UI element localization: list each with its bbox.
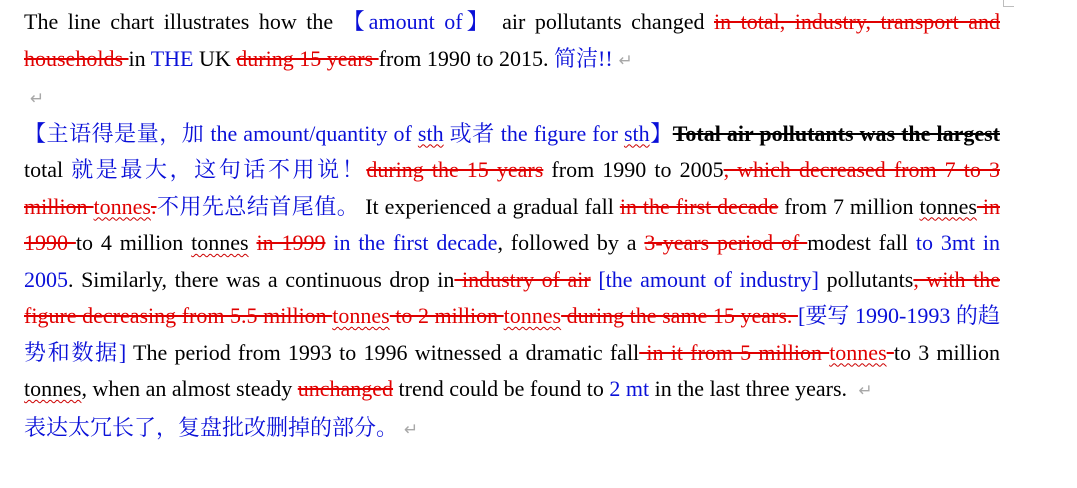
body-text: modest fall — [807, 230, 916, 255]
deleted-spellcheck-word: tonnes — [829, 339, 887, 365]
inserted-correction: 就是最大，这句话不用说！ — [71, 157, 367, 182]
paragraph-2[interactable] — [24, 116, 1000, 410]
paragraph-mark-icon: ↵ — [404, 419, 419, 440]
body-text: in the last three years. — [649, 376, 853, 401]
deleted-text: during 15 years — [236, 45, 379, 71]
body-text: UK — [193, 45, 237, 71]
body-text: total — [24, 157, 72, 182]
inserted-correction: 2 mt — [609, 376, 650, 401]
body-text: from 1990 to 2015. — [378, 45, 555, 71]
deleted-text: , which decreased from 7 to 3 million — [24, 157, 1000, 219]
inserted-correction: to 3mt in 2005 — [24, 230, 1001, 292]
inserted-correction: 或者 the figure for — [443, 120, 624, 146]
deleted-spellcheck-word: tonnes — [93, 193, 151, 219]
deleted-text: during the 15 years — [366, 157, 544, 182]
body-text: to 3 million — [893, 339, 1000, 365]
inserted-correction: 【amount of】 — [342, 9, 493, 34]
deleted-text: 3-years period of — [644, 230, 808, 255]
inserted-correction: 表达太冗长了，复盘批改删掉的部分。 — [24, 414, 399, 440]
spellcheck-word: tonnes — [24, 376, 82, 401]
deleted-text: to 2 million — [389, 303, 504, 328]
inserted-correction: 不用先总结首尾值。 — [156, 193, 360, 219]
deleted-text: in it from 5 million — [639, 339, 830, 365]
paragraph-mark-icon: ↵ — [618, 50, 633, 71]
paragraph-0[interactable] — [24, 4, 1000, 79]
deleted-text: in 1999 — [256, 230, 326, 255]
inserted-spellcheck-word: sth — [417, 120, 444, 146]
body-text: The period from 1993 to 1996 witnessed a dramatic fall — [126, 339, 640, 365]
deleted-text: . — [151, 193, 157, 219]
inserted-correction: [the amount of industry] — [598, 266, 819, 292]
inserted-spellcheck-word: sth — [623, 120, 650, 146]
document-body[interactable] — [24, 4, 1000, 448]
paragraph-1[interactable] — [24, 79, 1000, 116]
paragraph-mark-icon: ↵ — [858, 381, 873, 401]
deleted-text: in 1990 — [24, 193, 1000, 255]
deleted-text: unchanged — [297, 376, 394, 401]
body-text: trend could be found to — [393, 376, 610, 401]
body-text: air pollutants changed — [492, 9, 714, 34]
deleted-text: in total, industry, transport and households — [24, 9, 1000, 71]
body-text: , followed by a — [497, 230, 645, 255]
inserted-correction: in the first decade — [333, 230, 498, 255]
margin-corner-mark — [1003, 0, 1014, 7]
deleted-text — [887, 340, 894, 365]
spellcheck-word: tonnes — [191, 230, 249, 255]
deleted-spellcheck-word: tonnes — [503, 303, 562, 328]
body-text: to 4 million — [75, 230, 192, 255]
body-text: The line chart illustrates how the — [24, 9, 343, 34]
inserted-correction: 】 — [649, 120, 673, 146]
body-text: from 7 million — [778, 193, 920, 219]
body-text: It experienced a gradual fall — [359, 193, 620, 219]
paragraph-mark-icon: ↵ — [30, 89, 45, 109]
paragraph-3[interactable] — [24, 410, 1000, 449]
body-text: . Similarly, there was a continuous drop in — [68, 266, 455, 292]
body-text: pollutants — [819, 266, 914, 292]
inserted-correction: [要写 1990-1993 的趋势和数据] — [24, 303, 1001, 365]
spellcheck-word: tonnes — [919, 193, 977, 219]
body-text: in — [128, 45, 151, 71]
deleted-text: , with the figure decreasing from 5.5 million — [24, 266, 1000, 328]
inserted-correction: 简洁!! — [554, 45, 613, 71]
body-text: , when an almost steady — [81, 376, 298, 401]
deleted-spellcheck-word: tonnes — [332, 303, 390, 328]
inserted-correction: 【主语得是量，加 the amount/quantity of — [24, 120, 418, 146]
deleted-text: industry of air — [454, 266, 591, 292]
deleted-bold-text: Total air pollutants was the largest — [672, 120, 1000, 146]
body-text: from 1990 to 2005 — [543, 157, 724, 182]
inserted-correction: THE — [150, 45, 194, 71]
deleted-text: in the first decade — [619, 193, 779, 219]
deleted-text: during the same 15 years. — [561, 303, 798, 328]
